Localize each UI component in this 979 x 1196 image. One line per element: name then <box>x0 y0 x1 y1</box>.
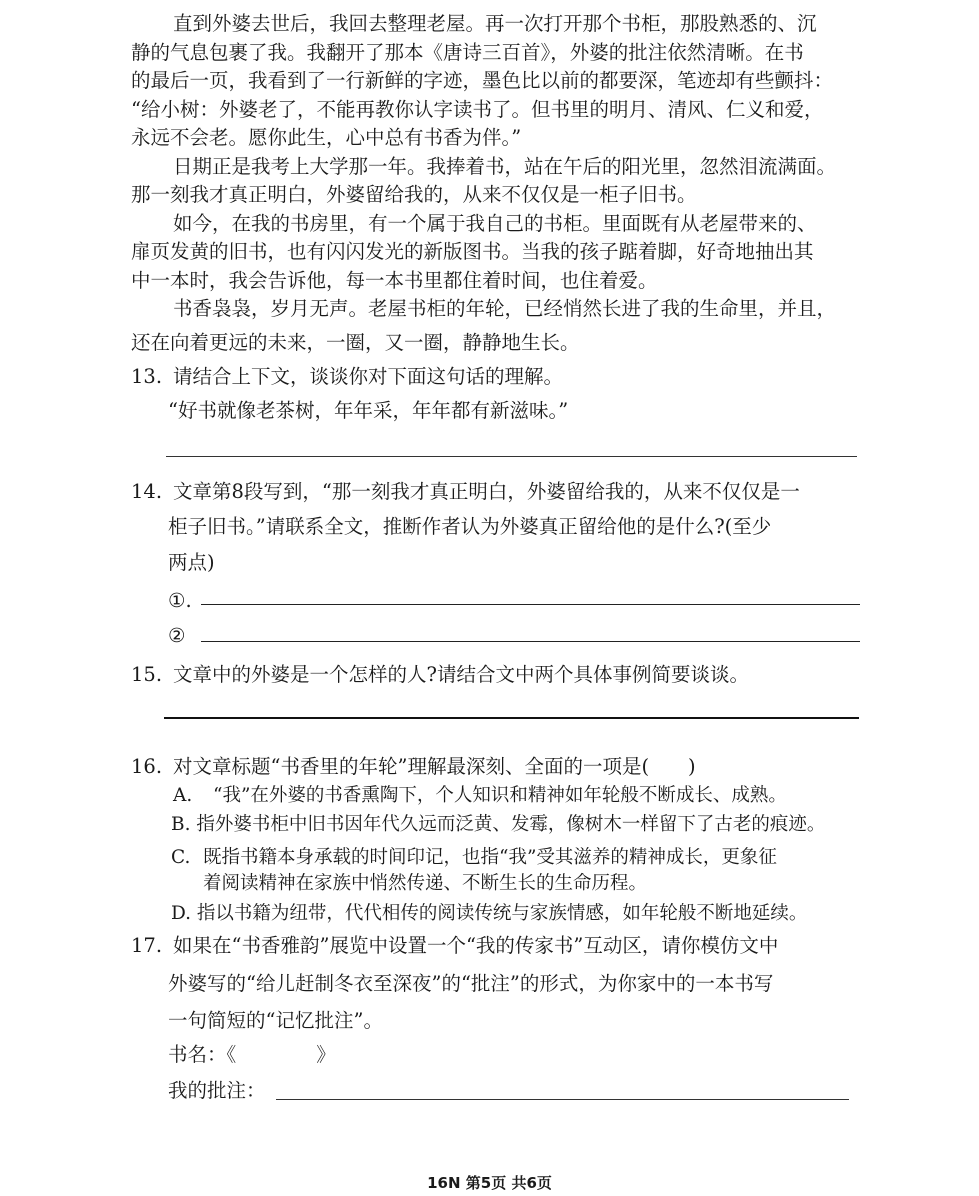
q14-text: 文章第8段写到，“那一刻我才真正明白，外婆留给我的，从来不仅仅是一 <box>173 480 800 503</box>
q16-option-a: “我”在外婆的书香熏陶下，个人知识和精神如年轮般不断成长、成熟。 <box>213 785 787 806</box>
q14-text: 两点) <box>168 551 215 574</box>
q17-text: 一句简短的“记忆批注”。 <box>168 1009 383 1032</box>
passage-line: 静的气息包裹了我。我翻开了那本《唐诗三百首》，外婆的批注依然清晰。在书 <box>131 41 804 64</box>
passage-line: 扉页发黄的旧书，也有闪闪发光的新版图书。当我的孩子踮着脚，好奇地抽出其 <box>131 240 814 263</box>
q15-number: 15. <box>131 663 163 686</box>
q16-text: 对文章标题“书香里的年轮”理解最深刻、全面的一项是( ) <box>173 755 696 778</box>
q14-answer1-line[interactable] <box>201 604 860 605</box>
passage-line: 日期正是我考上大学那一年。我捧着书，站在午后的阳光里，忽然泪流满面。 <box>173 155 837 178</box>
q16-option-a-label: A. <box>173 785 193 806</box>
q17-note-label: 我的批注： <box>168 1079 266 1102</box>
q17-number: 17. <box>131 934 163 957</box>
q14-text: 柜子旧书。”请联系全文，推断作者认为外婆真正留给他的是什么?(至少 <box>168 515 772 538</box>
q16-number: 16. <box>131 755 163 778</box>
q17-text: 如果在“书香雅韵”展览中设置一个“我的传家书”互动区，请你模仿文中 <box>173 934 779 957</box>
passage-line: 中一本时，我会告诉他，每一本书里都住着时间，也住着爱。 <box>131 269 658 292</box>
q16-option-b: B. 指外婆书柜中旧书因年代久远而泛黄、发霉，像树木一样留下了古老的痕迹。 <box>171 814 826 835</box>
book-open-mark: 《 <box>226 1043 237 1066</box>
passage-line: 书香袅袅，岁月无声。老屋书柜的年轮，已经悄然长进了我的生命里，并且， <box>173 297 837 320</box>
page-footer <box>0 1172 979 1193</box>
q15-text: 文章中的外婆是一个怎样的人?请结合文中两个具体事例简要谈谈。 <box>173 663 749 686</box>
q16-option-c: 着阅读精神在家族中悄然传递、不断生长的生命历程。 <box>203 873 648 894</box>
passage-line: 直到外婆去世后，我回去整理老屋。再一次打开那个书柜，那股熟悉的、沉 <box>173 12 817 35</box>
footer-page: 第5页 <box>465 1174 507 1192</box>
footer-total: 共6页 <box>511 1174 552 1192</box>
q14-answer1-label: ①. <box>168 589 192 612</box>
q16-option-c: 既指书籍本身承载的时间印记，也指“我”受其滋养的精神成长，更象征 <box>203 847 777 868</box>
passage-line: 如今，在我的书房里，有一个属于我自己的书柜。里面既有从老屋带来的、 <box>173 212 817 235</box>
footer-code: 16N <box>427 1174 461 1192</box>
passage-line: 还在向着更远的未来，一圈，又一圈，静静地生长。 <box>131 331 580 354</box>
book-close-mark: 》 <box>316 1043 336 1066</box>
q15-answer-line[interactable] <box>164 717 859 719</box>
q16-option-c-label: C. <box>171 847 191 868</box>
q16-option-d: D. 指以书籍为纽带，代代相传的阅读传统与家族情感，如年轮般不断地延续。 <box>171 903 808 924</box>
q17-note-line[interactable] <box>276 1099 849 1100</box>
q14-number: 14. <box>131 480 163 503</box>
q17-text: 外婆写的“给儿赶制冬衣至深夜”的“批注”的形式，为你家中的一本书写 <box>168 972 774 995</box>
q17-book-name <box>168 1042 336 1068</box>
q13-text: 请结合上下文，谈谈你对下面这句话的理解。 <box>173 365 564 388</box>
passage-line: 那一刻我才真正明白，外婆留给我的，从来不仅仅是一柜子旧书。 <box>131 183 697 206</box>
q13-answer-line[interactable] <box>166 456 857 457</box>
q14-answer2-label: ② <box>168 624 186 647</box>
passage-line: “给小树：外婆老了，不能再教你认字读书了。但书里的明月、清风、仁义和爱， <box>131 98 824 121</box>
passage-line: 的最后一页，我看到了一行新鲜的字迹，墨色比以前的都要深，笔迹却有些颤抖： <box>131 69 834 92</box>
book-label: 书名： <box>168 1043 227 1066</box>
q13-number: 13. <box>131 365 163 388</box>
q13-quote: “好书就像老茶树，年年采，年年都有新滋味。” <box>168 399 569 422</box>
q14-answer2-line[interactable] <box>201 641 860 642</box>
passage-line: 永远不会老。愿你此生，心中总有书香为伴。” <box>131 126 522 149</box>
